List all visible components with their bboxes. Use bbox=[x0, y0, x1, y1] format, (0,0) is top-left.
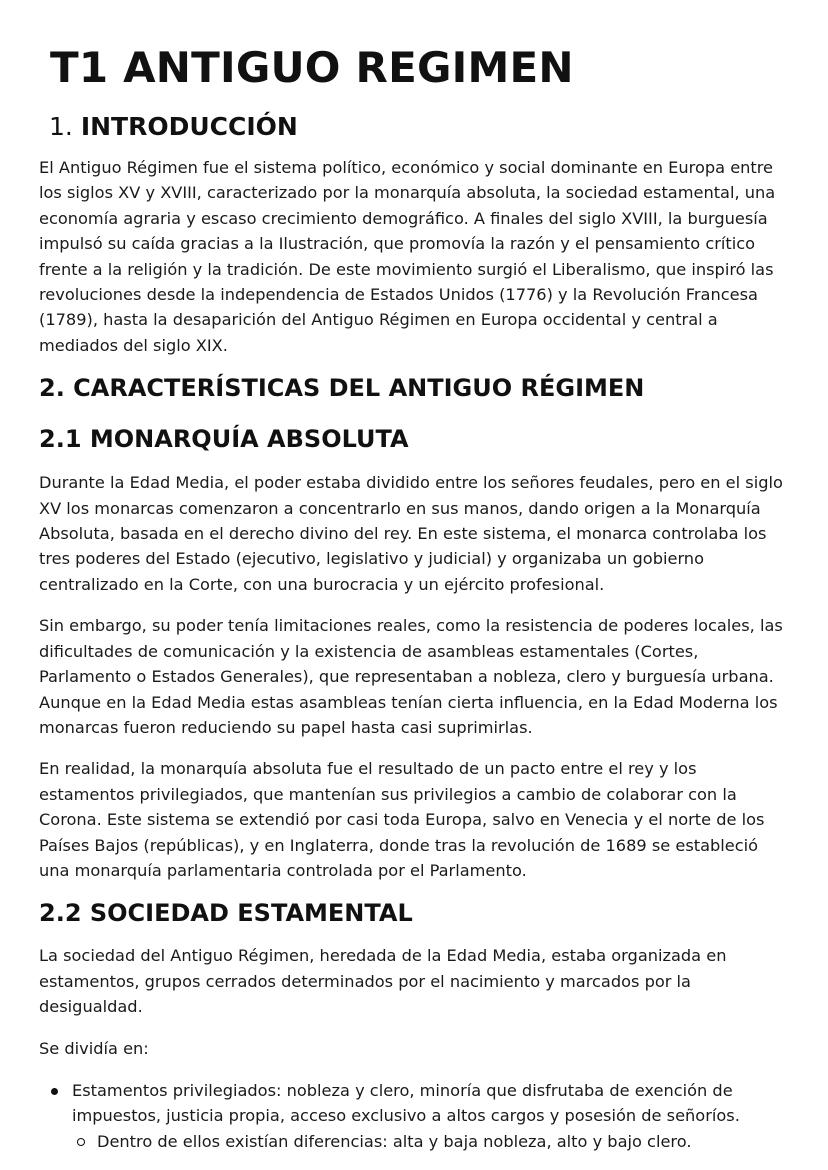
estamentos-list bbox=[39, 1078, 788, 1154]
sub-list-item bbox=[97, 1129, 788, 1154]
section-heading-caracteristicas: 2. CARACTERÍSTICAS DEL ANTIGUO RÉGIMEN bbox=[39, 374, 645, 403]
section-number: 1. bbox=[49, 112, 73, 141]
intro-paragraph: El Antiguo Régimen fue el sistema político, económico y social dominante en Europa entre los siglos XV y XVIII, caracterizado por la monarquía absoluta, la sociedad estamental, una economía agraria y escaso crecimiento demográfico. A finales del siglo XVIII, la burguesía impulsó su caída gracias a la Ilustración, que promovía la razón y el pensamiento crítico frente a la religión y la tradición. De este movimiento surgió el Liberalismo, que inspiró las revoluciones desde la independencia de Estados Unidos (1776) y la Revolución Francesa (1789), hasta la desaparición del Antiguo Régimen en Europa occidental y central a mediados del siglo XIX. bbox=[39, 158, 776, 355]
list-item bbox=[72, 1078, 788, 1154]
sub-list-item-text: Dentro de ellos existían diferencias: alta y baja nobleza, alto y bajo clero. bbox=[97, 1131, 692, 1151]
section-heading-text: INTRODUCCIÓN bbox=[80, 112, 298, 141]
monarquia-paragraph-2: Sin embargo, su poder tenía limitaciones reales, como la resistencia de poderes locales, las dificultades de comunicación y la existencia de asambleas estamentales (Cortes, Parlamento o Estados Generales), que representaban a nobleza, clero y burguesía urbana. Aunque en la Edad Media estas asambleas tenían cierta influencia, en la Edad Moderna los monarcas fueron reduciendo su papel hasta casi suprimirlas. bbox=[39, 616, 783, 737]
bullet-dot-icon bbox=[51, 1088, 58, 1095]
list-item-text: Estamentos privilegiados: nobleza y clero, minoría que disfrutaba de exención de impuestos, justicia propia, acceso exclusivo a altos cargos y posesión de señoríos. bbox=[72, 1080, 740, 1126]
monarquia-paragraph-3: En realidad, la monarquía absoluta fue el resultado de un pacto entre el rey y los estamentos privilegiados, que mantenían sus privilegios a cambio de colaborar con la Corona. Este sistema se extendió por casi toda Europa, salvo en Venecia y el norte de los Países Bajos (repúblicas), y en Inglaterra, donde tras la revolución de 1689 se estableció una monarquía parlamentaria controlada por el Parlamento. bbox=[39, 759, 765, 880]
sociedad-paragraph-1: La sociedad del Antiguo Régimen, heredada de la Edad Media, estaba organizada en estamentos, grupos cerrados determinados por el nacimiento y marcados por la desigualdad. bbox=[39, 946, 727, 1017]
monarquia-paragraph-1: Durante la Edad Media, el poder estaba dividido entre los señores feudales, pero en el siglo XV los monarcas comenzaron a concentrarlo en sus manos, dando origen a la Monarquía Absoluta, basada en el derecho divino del rey. En este sistema, el monarca controlaba los tres poderes del Estado (ejecutivo, legislativo y judicial) y organizaba un gobierno centralizado en la Corte, con una burocracia y un ejército profesional. bbox=[39, 473, 783, 594]
subsection-heading-monarquia: 2.1 MONARQUÍA ABSOLUTA bbox=[39, 425, 409, 454]
section-heading-introduccion bbox=[49, 110, 788, 144]
bullet-circle-icon bbox=[77, 1138, 85, 1146]
subsection-heading-sociedad: 2.2 SOCIEDAD ESTAMENTAL bbox=[39, 899, 413, 928]
document-title: T1 ANTIGUO REGIMEN bbox=[50, 43, 574, 92]
sub-list bbox=[72, 1129, 788, 1154]
sociedad-paragraph-2: Se dividía en: bbox=[39, 1038, 149, 1058]
